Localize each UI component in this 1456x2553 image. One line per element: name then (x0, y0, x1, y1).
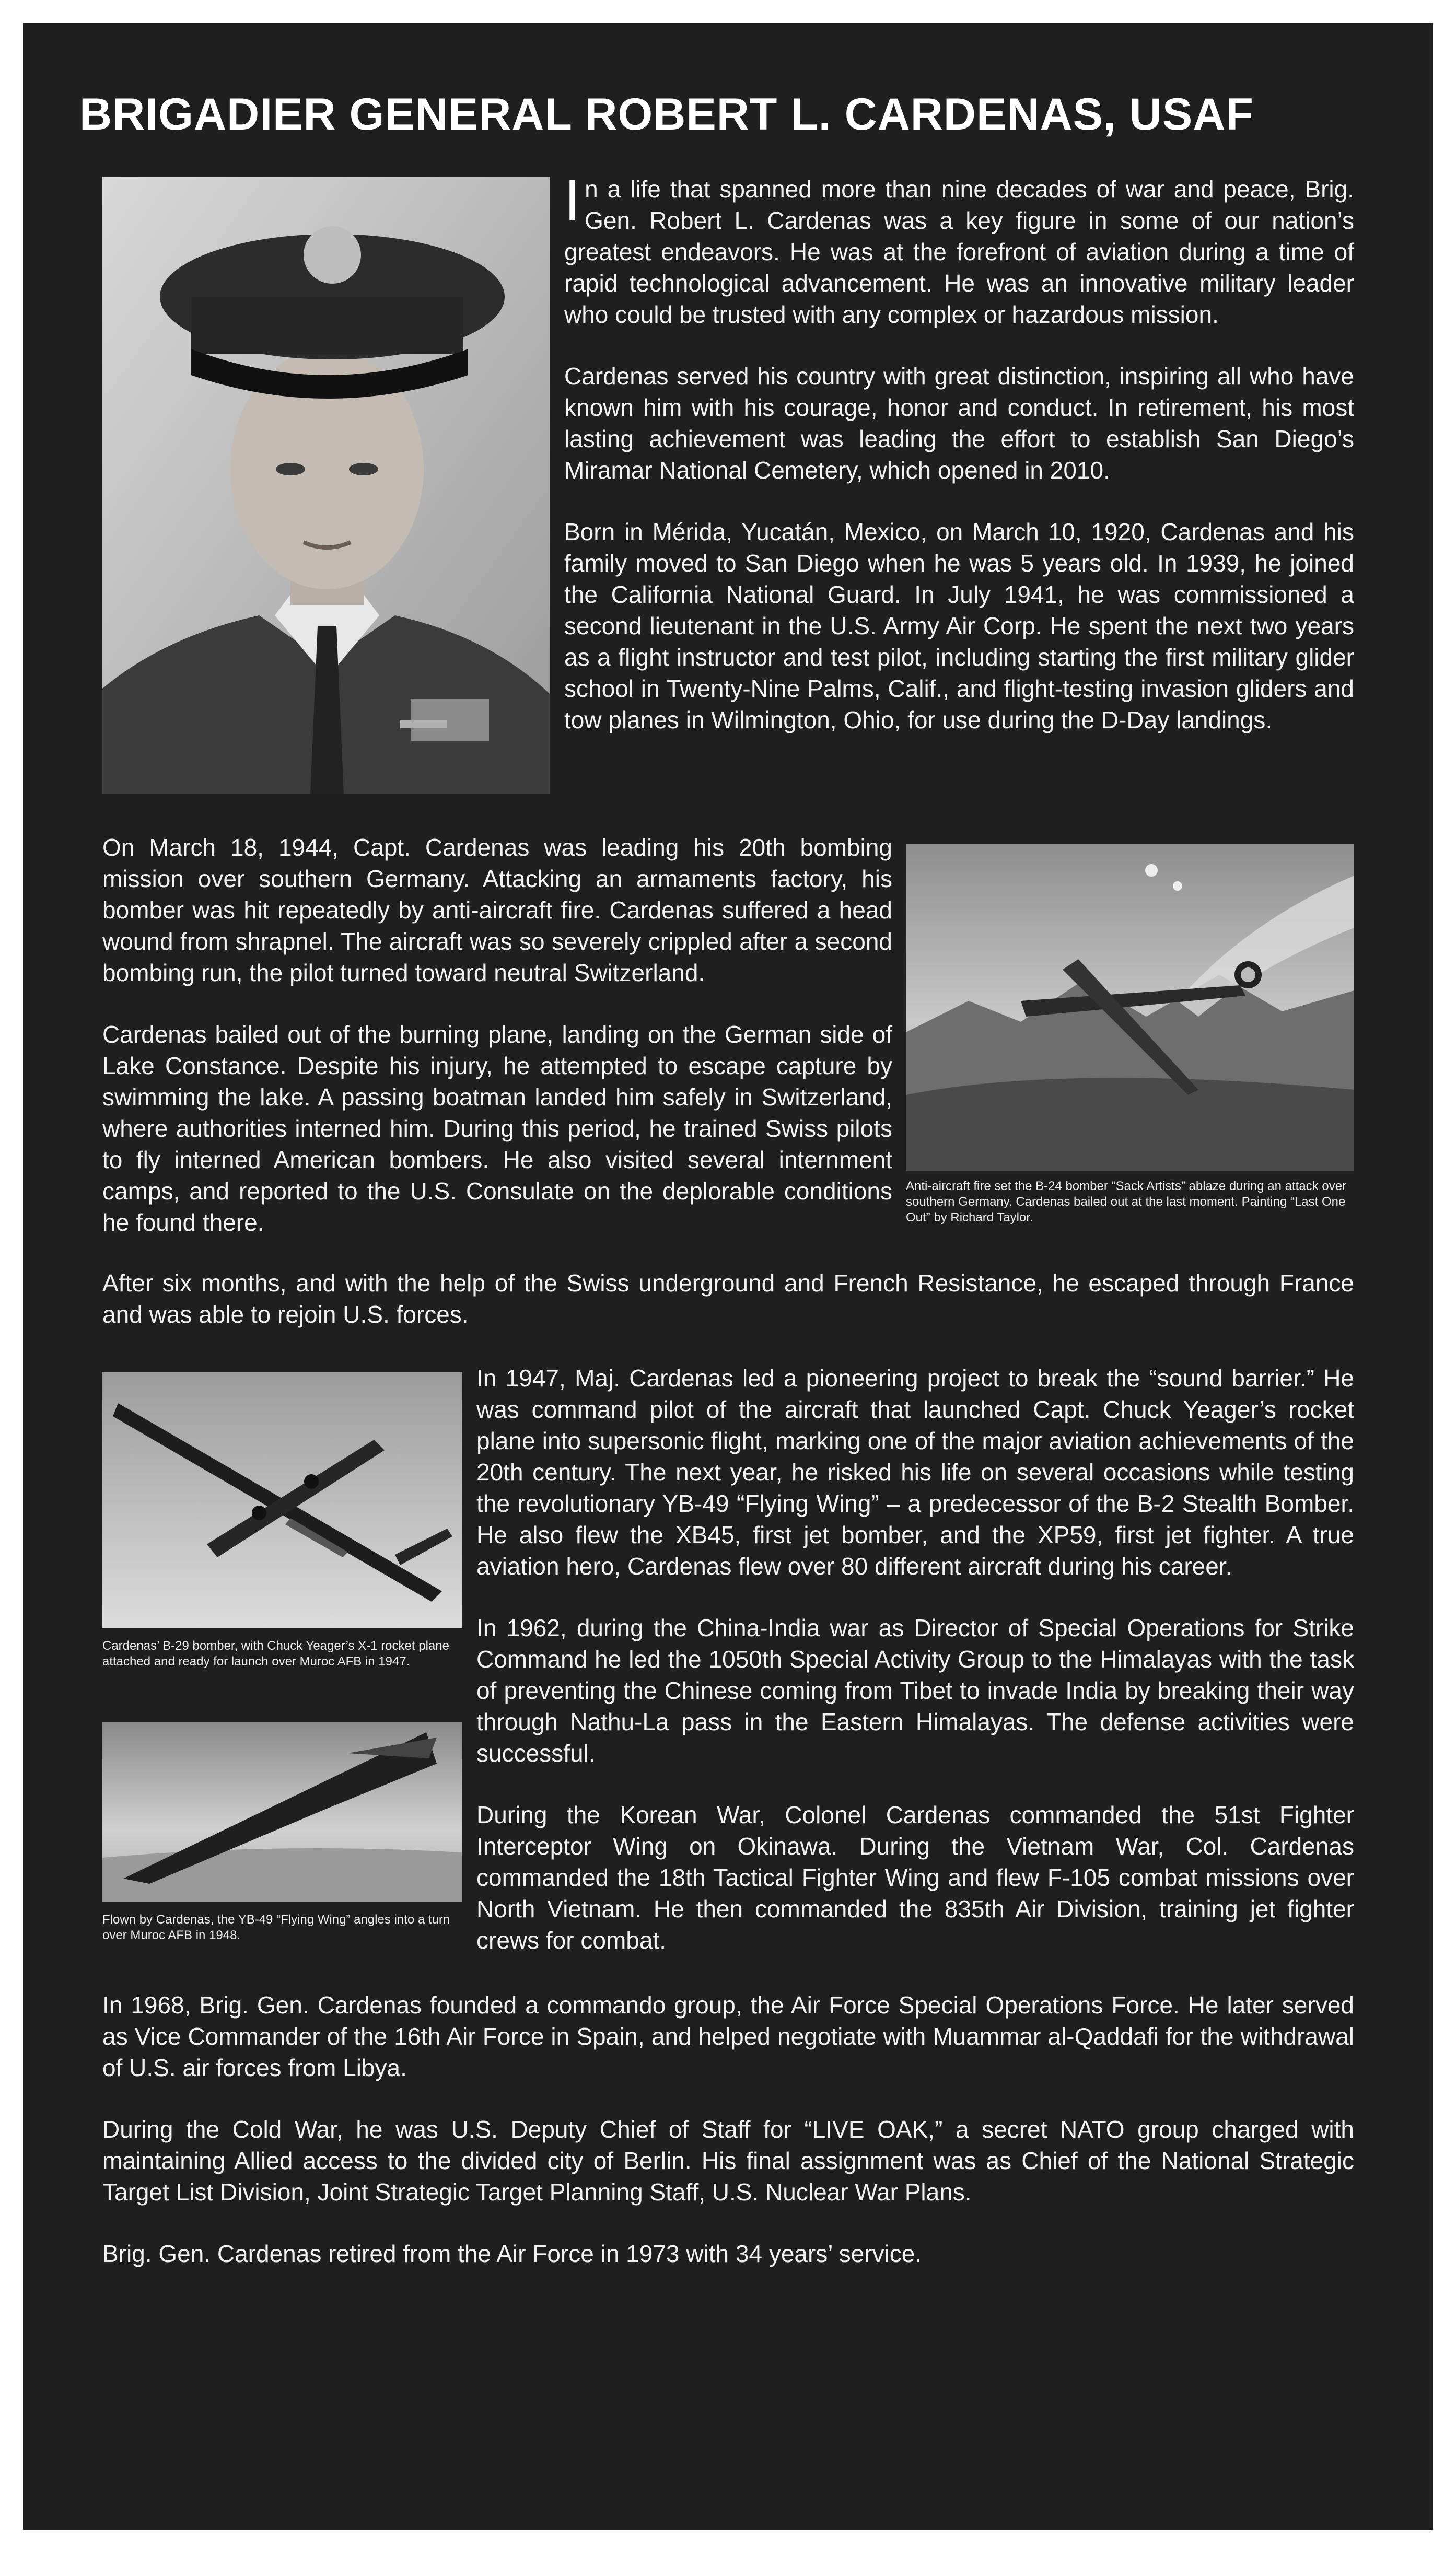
ww2-paragraph-2: Cardenas bailed out of the burning plane, landing on the German side of Lake Constance. Despite his injury, he attempted to escape capture by swimming the lake. A passing boatman landed him safely in Switzerland, where authorities interned him. During this period, he trained Swiss pilots to fly interned American bombers. He also visited several internment camps, and reported to the U.S. Consulate on the deplorable conditions he found there. (102, 1021, 892, 1236)
later-paragraph-3: Brig. Gen. Cardenas retired from the Air Force in 1973 with 34 years’ service. (102, 2240, 922, 2267)
yb49-photo (102, 1722, 462, 1902)
intro-paragraph-1: In a life that spanned more than nine decades of war and peace, Brig. Gen. Robert L. Cardenas was a key figure in some of our nation’s greatest endeavors. He was at the forefront of aviation during a time of rapid technological advancement. He was an innovative military leader who could be trusted with any complex or hazardous mission. (564, 168, 1354, 328)
page-title: BRIGADIER GENERAL ROBERT L. CARDENAS, USAF (79, 89, 1254, 139)
later-paragraph-2: During the Cold War, he was U.S. Deputy Chief of Staff for “LIVE OAK,” a secret NATO group charged with maintaining Allied access to the divided city of Berlin. His final assignment was as Chief of the National Strategic Target List Division, Joint Strategic Target Planning Staff, U.S. Nuclear War Plans. (102, 2116, 1354, 2206)
b29-photo (102, 1372, 462, 1628)
b29-caption: Cardenas’ B-29 bomber, with Chuck Yeager’s X-1 rocket plane attached and ready for launch over Muroc AFB in 1947. (102, 1639, 449, 1669)
postwar-paragraph-3: During the Korean War, Colonel Cardenas commanded the 51st Fighter Interceptor Wing on Okinawa. During the Vietnam War, Col. Cardenas commanded the 18th Tactical Fighter Wing and flew F-105 combat missions over North Vietnam. He then commanded the 835th Air Division, training jet fighter crews for combat. (476, 1801, 1354, 1954)
ww2-section (102, 832, 892, 1238)
postwar-section (476, 1362, 1354, 1956)
intro-paragraph-3: Born in Mérida, Yucatán, Mexico, on March 10, 1920, Cardenas and his family moved to San Diego when he was 5 years old. In 1939, he joined the California National Guard. In July 1941, he was commissioned a second lieutenant in the U.S. Army Air Corp. He spent the next two years as a flight instructor and test pilot, including starting the first military glider school in Twenty-Nine Palms, Calif., and flight-testing invasion gliders and tow planes in Wilmington, Ohio, for use during the D-Day landings. (564, 518, 1354, 733)
intro-paragraph-2: Cardenas served his country with great distinction, inspiring all who have known him with his courage, honor and conduct. In retirement, his most lasting achievement was leading the effort to establish San Diego’s Miramar National Cemetery, which opened in 2010. (564, 363, 1354, 484)
b24-painting (906, 844, 1354, 1171)
postwar-paragraph-1: In 1947, Maj. Cardenas led a pioneering project to break the “sound barrier.” He was command pilot of the aircraft that launched Capt. Chuck Yeager’s rocket plane into supersonic flight, marking one of the major aviation achievements of the 20th century. The next year, he risked his life on several occasions while testing the revolutionary YB-49 “Flying Wing” – a predecessor of the B-2 Stealth Bomber. He also flew the XB45, first jet bomber, and the XP59, first jet fighter. A true aviation hero, Cardenas flew over 80 different aircraft during his career. (476, 1365, 1354, 1580)
ww2-paragraph-1: On March 18, 1944, Capt. Cardenas was leading his 20th bombing mission over southern Germany. Attacking an armaments factory, his bomber was hit repeatedly by anti-aircraft fire. Cardenas suffered a head wound from shrapnel. The aircraft was so severely crippled after a second bombing run, the pilot turned toward neutral Switzerland. (102, 834, 892, 986)
postwar-paragraph-2: In 1962, during the China-India war as Director of Special Operations for Strike Command he led the 1050th Special Activity Group to the Himalayas with the task of preventing the Chinese coming from Tibet to invade India by breaking their way through Nathu-La pass in the Eastern Himalayas. The defense activities were successful. (476, 1614, 1354, 1767)
later-paragraph-1: In 1968, Brig. Gen. Cardenas founded a commando group, the Air Force Special Operations Force. He later served as Vice Commander of the 16th Air Force in Spain, and helped negotiate with Muammar al-Qaddafi for the withdrawal of U.S. air forces from Libya. (102, 1991, 1354, 2081)
drop-cap: I (564, 168, 581, 233)
yb49-caption: Flown by Cardenas, the YB-49 “Flying Wing” angles into a turn over Muroc AFB in 1948. (102, 1913, 450, 1942)
later-career-section (102, 1989, 1354, 2269)
intro-section (564, 168, 1354, 736)
b24-caption: Anti-aircraft fire set the B-24 bomber “Sack Artists” ablaze during an attack over southern Germany. Cardenas bailed out at the last moment. Painting “Last One Out” by Richard Taylor. (906, 1179, 1347, 1225)
ww2-paragraph-3: After six months, and with the help of the Swiss underground and French Resistance, he escaped through France and was able to rejoin U.S. forces. (102, 1269, 1354, 1328)
portrait-photo (102, 177, 550, 794)
